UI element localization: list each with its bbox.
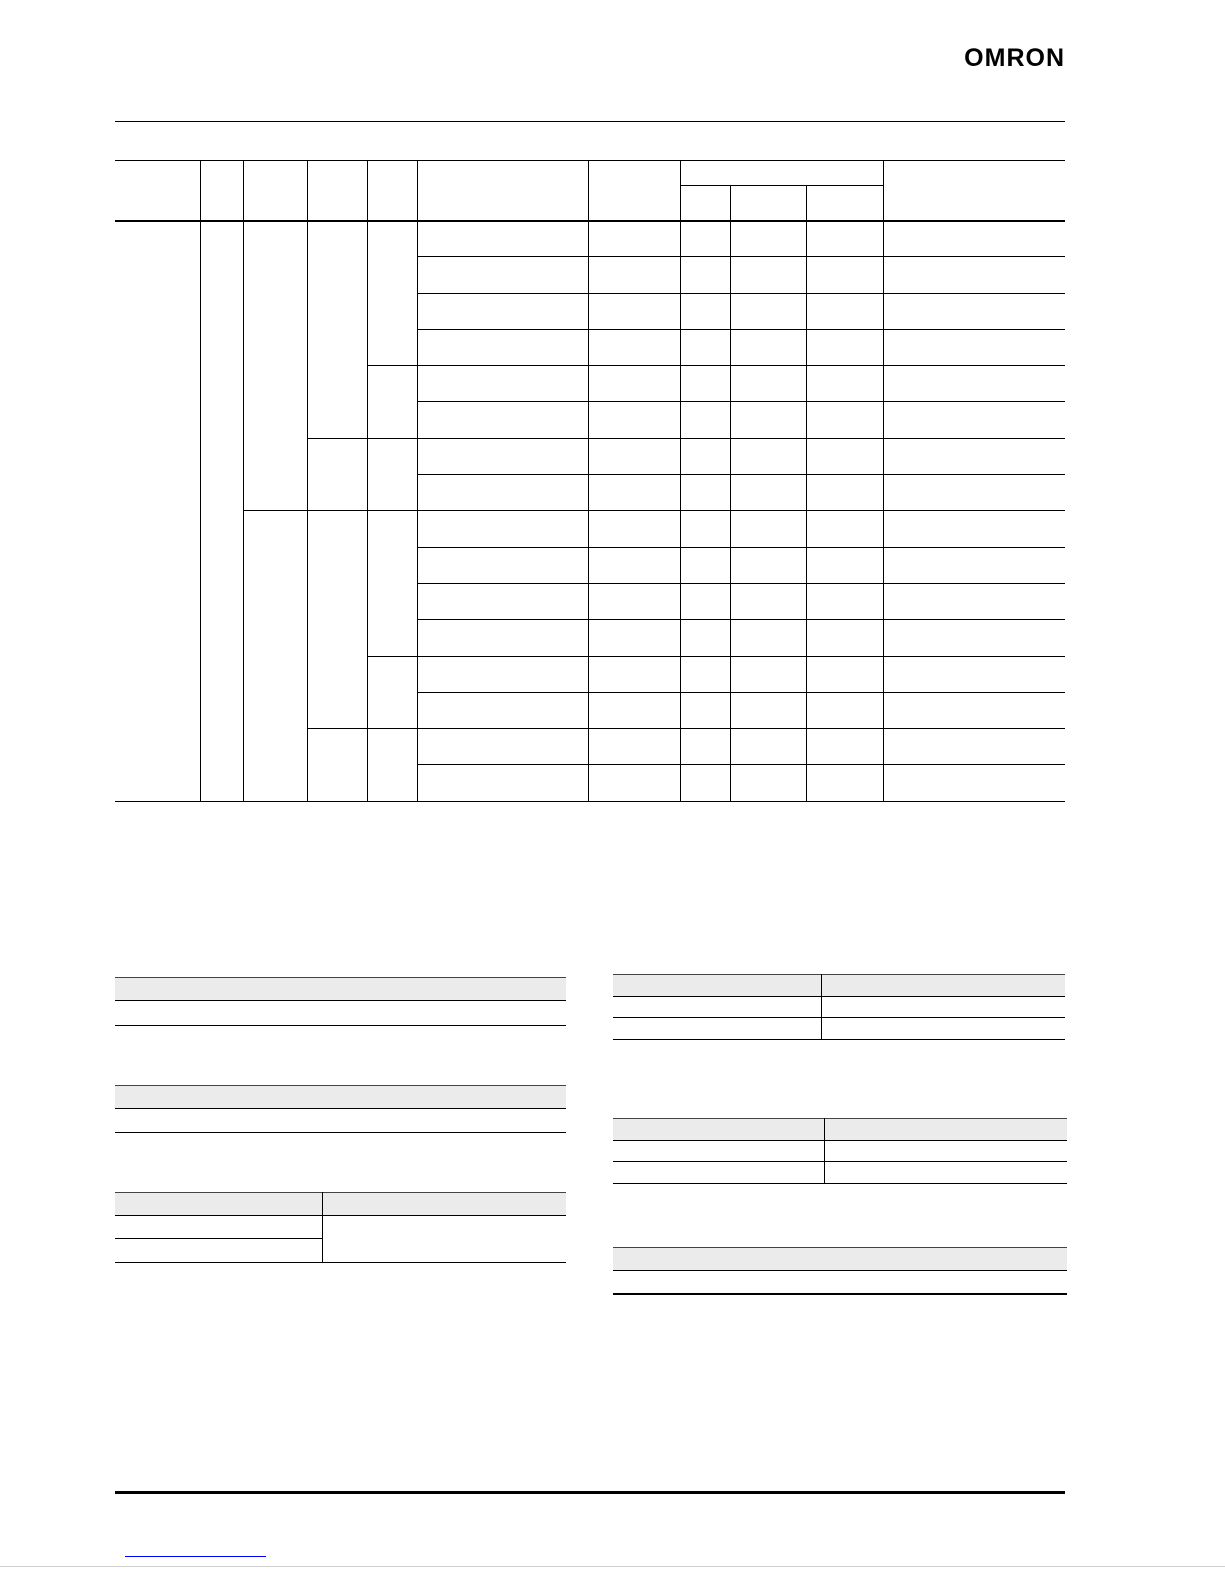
table-cell bbox=[613, 1141, 824, 1162]
spec-cell bbox=[806, 402, 883, 438]
spec-cell bbox=[730, 583, 806, 619]
table-row bbox=[115, 1109, 566, 1133]
spec-cell bbox=[680, 221, 730, 257]
spec-header-cell bbox=[115, 161, 200, 221]
spec-cell bbox=[680, 729, 730, 765]
table-cell bbox=[821, 1018, 1065, 1040]
spec-cell bbox=[588, 656, 680, 692]
spec-cell bbox=[417, 511, 588, 547]
spec-subheader-cell bbox=[680, 186, 730, 221]
table-header-row bbox=[115, 978, 566, 1001]
spec-subheader-cell bbox=[806, 186, 883, 221]
spec-row bbox=[115, 511, 1065, 547]
table-header-row bbox=[613, 1119, 1067, 1141]
spec-cell bbox=[588, 729, 680, 765]
spec-group-cell bbox=[367, 366, 417, 439]
spec-cell bbox=[883, 402, 1065, 438]
spec-cell bbox=[806, 257, 883, 293]
spec-cell bbox=[588, 293, 680, 329]
spec-cell bbox=[806, 547, 883, 583]
spec-cell bbox=[730, 221, 806, 257]
omron-logo: OMRON bbox=[964, 44, 1065, 72]
spec-cell bbox=[730, 547, 806, 583]
table-header-cell bbox=[322, 1193, 566, 1216]
spec-cell bbox=[588, 366, 680, 402]
spec-table-body bbox=[115, 221, 1065, 802]
spec-cell bbox=[680, 293, 730, 329]
table-header-row bbox=[613, 975, 1065, 997]
table-cell bbox=[613, 1271, 1067, 1294]
spec-cell bbox=[730, 402, 806, 438]
spec-cell bbox=[417, 293, 588, 329]
right-table-1 bbox=[613, 974, 1065, 1040]
table-header-row bbox=[613, 1248, 1067, 1271]
spec-header-cell bbox=[367, 161, 417, 221]
spec-cell bbox=[883, 656, 1065, 692]
table-header-cell bbox=[613, 1119, 824, 1141]
left-table-1 bbox=[115, 977, 566, 1026]
spec-cell bbox=[588, 765, 680, 801]
spec-cell bbox=[417, 257, 588, 293]
spec-cell bbox=[588, 475, 680, 511]
right-table-2 bbox=[613, 1118, 1067, 1184]
spec-cell bbox=[588, 511, 680, 547]
spec-group-cell bbox=[307, 729, 367, 802]
spec-cell bbox=[730, 729, 806, 765]
table-header-cell bbox=[821, 975, 1065, 997]
spec-cell bbox=[730, 765, 806, 801]
spec-group-cell bbox=[200, 221, 243, 802]
spec-cell bbox=[806, 511, 883, 547]
spec-cell bbox=[806, 293, 883, 329]
spec-cell bbox=[883, 329, 1065, 365]
spec-cell bbox=[680, 438, 730, 474]
spec-cell bbox=[730, 475, 806, 511]
spec-cell bbox=[883, 692, 1065, 728]
spec-cell bbox=[680, 257, 730, 293]
table-row bbox=[115, 1216, 566, 1239]
spec-cell bbox=[680, 692, 730, 728]
table-cell bbox=[824, 1141, 1067, 1162]
spec-cell bbox=[417, 729, 588, 765]
spec-cell bbox=[417, 692, 588, 728]
spec-cell bbox=[806, 221, 883, 257]
spec-cell bbox=[806, 583, 883, 619]
spec-cell bbox=[680, 547, 730, 583]
spec-header-cell bbox=[883, 161, 1065, 221]
spec-cell bbox=[588, 620, 680, 656]
spec-cell bbox=[806, 329, 883, 365]
table-header-row bbox=[115, 1193, 566, 1216]
spec-cell bbox=[417, 620, 588, 656]
table-header-cell bbox=[613, 975, 821, 997]
spec-cell bbox=[806, 475, 883, 511]
spec-cell bbox=[730, 257, 806, 293]
spec-cell bbox=[417, 438, 588, 474]
spec-group-cell bbox=[367, 438, 417, 511]
spec-cell bbox=[588, 583, 680, 619]
spec-cell bbox=[730, 511, 806, 547]
spec-cell bbox=[806, 366, 883, 402]
spec-group-cell bbox=[243, 511, 307, 801]
spec-cell bbox=[680, 656, 730, 692]
table-row bbox=[613, 1141, 1067, 1162]
table-header-cell bbox=[115, 978, 566, 1001]
spec-cell bbox=[806, 692, 883, 728]
spec-header-cell bbox=[417, 161, 588, 221]
footer-link[interactable] bbox=[125, 1556, 266, 1557]
spec-cell bbox=[588, 221, 680, 257]
spec-cell bbox=[680, 583, 730, 619]
right-table-3 bbox=[613, 1247, 1067, 1295]
table-cell bbox=[115, 1239, 322, 1263]
left-table-2 bbox=[115, 1085, 566, 1133]
table-cell bbox=[115, 1216, 322, 1239]
spec-cell bbox=[883, 729, 1065, 765]
table-header-cell bbox=[613, 1248, 1067, 1271]
spec-cell bbox=[883, 620, 1065, 656]
left-table-3 bbox=[115, 1192, 566, 1263]
spec-cell bbox=[417, 475, 588, 511]
spec-group-cell bbox=[367, 729, 417, 802]
spec-cell bbox=[417, 583, 588, 619]
spec-cell bbox=[588, 257, 680, 293]
spec-cell bbox=[806, 765, 883, 801]
spec-header-group-cell bbox=[680, 161, 883, 186]
spec-subheader-cell bbox=[730, 186, 806, 221]
footer-rule bbox=[115, 1491, 1065, 1494]
table-cell bbox=[613, 1162, 824, 1184]
spec-cell bbox=[730, 329, 806, 365]
spec-cell bbox=[883, 475, 1065, 511]
spec-header-cell bbox=[200, 161, 243, 221]
table-row bbox=[613, 1162, 1067, 1184]
table-cell bbox=[322, 1216, 566, 1263]
spec-cell bbox=[417, 656, 588, 692]
spec-cell bbox=[588, 692, 680, 728]
table-header-cell bbox=[824, 1119, 1067, 1141]
spec-group-cell bbox=[307, 511, 367, 729]
spec-group-cell bbox=[367, 511, 417, 656]
spec-cell bbox=[730, 620, 806, 656]
table-header-cell bbox=[115, 1193, 322, 1216]
spec-group-cell bbox=[243, 221, 307, 511]
spec-cell bbox=[730, 366, 806, 402]
spec-group-cell bbox=[367, 221, 417, 366]
spec-header-cell bbox=[588, 161, 680, 221]
table-cell bbox=[115, 1109, 566, 1133]
spec-cell bbox=[730, 438, 806, 474]
table-header-row bbox=[115, 1086, 566, 1109]
spec-cell bbox=[680, 511, 730, 547]
table-row bbox=[115, 1001, 566, 1026]
table-cell bbox=[115, 1001, 566, 1026]
table-header-cell bbox=[115, 1086, 566, 1109]
spec-group-cell bbox=[307, 221, 367, 439]
spec-cell bbox=[417, 329, 588, 365]
table-cell bbox=[613, 1018, 821, 1040]
spec-cell bbox=[883, 257, 1065, 293]
table-cell bbox=[824, 1162, 1067, 1184]
spec-cell bbox=[417, 221, 588, 257]
table-cell bbox=[821, 997, 1065, 1018]
spec-group-cell bbox=[115, 221, 200, 802]
spec-cell bbox=[730, 692, 806, 728]
table-row bbox=[613, 1018, 1065, 1040]
spec-cell bbox=[883, 438, 1065, 474]
spec-row bbox=[115, 221, 1065, 257]
spec-cell bbox=[883, 293, 1065, 329]
spec-cell bbox=[806, 438, 883, 474]
spec-cell bbox=[883, 511, 1065, 547]
page-edge-divider bbox=[0, 1566, 1225, 1567]
spec-group-cell bbox=[307, 438, 367, 511]
spec-cell bbox=[417, 547, 588, 583]
spec-cell bbox=[806, 729, 883, 765]
spec-cell bbox=[417, 366, 588, 402]
spec-cell bbox=[883, 765, 1065, 801]
spec-cell bbox=[730, 293, 806, 329]
spec-cell bbox=[680, 765, 730, 801]
spec-cell bbox=[730, 656, 806, 692]
spec-cell bbox=[417, 765, 588, 801]
spec-table-header bbox=[115, 161, 1065, 221]
spec-header-cell bbox=[307, 161, 367, 221]
spec-cell bbox=[680, 402, 730, 438]
spec-cell bbox=[680, 620, 730, 656]
spec-header-cell bbox=[243, 161, 307, 221]
spec-cell bbox=[883, 366, 1065, 402]
table-row bbox=[613, 997, 1065, 1018]
header-rule bbox=[115, 121, 1065, 122]
spec-cell bbox=[680, 475, 730, 511]
spec-cell bbox=[806, 656, 883, 692]
spec-cell bbox=[417, 402, 588, 438]
spec-cell bbox=[883, 547, 1065, 583]
spec-cell bbox=[588, 438, 680, 474]
spec-cell bbox=[588, 402, 680, 438]
table-cell bbox=[613, 997, 821, 1018]
spec-cell bbox=[806, 620, 883, 656]
spec-group-cell bbox=[367, 656, 417, 729]
spec-cell bbox=[588, 329, 680, 365]
spec-cell bbox=[588, 547, 680, 583]
model-spec-table bbox=[115, 160, 1065, 802]
table-row bbox=[613, 1271, 1067, 1294]
spec-cell bbox=[680, 329, 730, 365]
spec-cell bbox=[883, 583, 1065, 619]
spec-cell bbox=[680, 366, 730, 402]
spec-header-row bbox=[115, 161, 1065, 186]
spec-cell bbox=[883, 221, 1065, 257]
